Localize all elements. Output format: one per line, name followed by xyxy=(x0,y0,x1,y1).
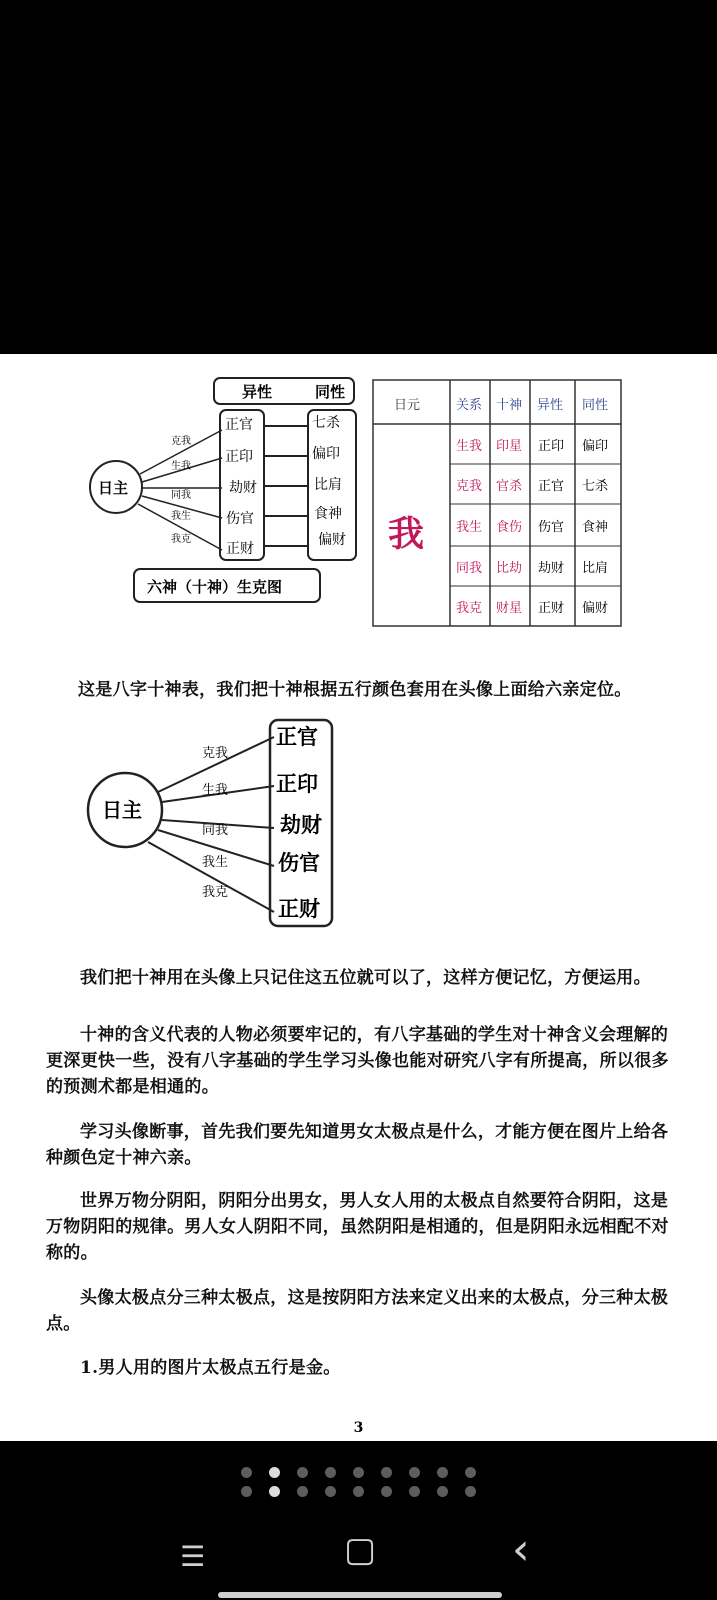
god-label: 劫财 xyxy=(229,480,257,496)
paragraph: 头像太极点分三种太极点，这是按阴阳方法来定义出来的太极点，分三种太极点。 xyxy=(46,1288,669,1334)
pager-dot[interactable] xyxy=(241,1467,252,1478)
relation-label: 我克 xyxy=(171,534,191,545)
table-cell: 正印 xyxy=(538,439,565,454)
relation-label: 生我 xyxy=(171,461,191,472)
table-cell: 正官 xyxy=(538,479,565,494)
header-diff-label: 异性 xyxy=(242,383,273,401)
header-same-label: 同性 xyxy=(315,383,346,401)
pager-dot[interactable] xyxy=(325,1486,336,1497)
table-cell: 同我 xyxy=(456,561,483,576)
table-cell: 我克 xyxy=(456,601,483,616)
table-header: 日元 xyxy=(394,398,421,413)
table-cell: 食神 xyxy=(582,520,609,535)
recents-button[interactable]: ☰ xyxy=(180,1540,206,1573)
table-cell: 比劫 xyxy=(496,561,523,576)
paragraph: 十神的含义代表的人物必须要牢记的，有八字基础的学生对十神含义会理解的更深更快一些，没有八字基础的学生学习头像也能对研究八字有所提高，所以很多的预测术都是相通的。 xyxy=(46,1025,669,1097)
relation-label: 克我 xyxy=(202,746,229,761)
table-cell: 正财 xyxy=(538,601,565,616)
pager-dot[interactable] xyxy=(269,1486,280,1497)
pager-dot[interactable] xyxy=(465,1486,476,1497)
relation-label: 同我 xyxy=(202,823,229,838)
table-cell: 印星 xyxy=(496,439,523,454)
page-number: 3 xyxy=(353,1420,364,1436)
paragraph: 学习头像断事，首先我们要先知道男女太极点是什么，才能方便在图片上给各种颜色定十神六亲。 xyxy=(46,1122,669,1168)
relation-label: 生我 xyxy=(202,783,229,798)
relation-label: 同我 xyxy=(171,490,191,501)
god-label: 偏财 xyxy=(318,532,346,548)
pager-dot[interactable] xyxy=(437,1486,448,1497)
table-cell: 比肩 xyxy=(582,561,609,576)
pager-dot[interactable] xyxy=(297,1486,308,1497)
table-cell: 偏印 xyxy=(582,439,609,454)
table-header: 十神 xyxy=(496,398,523,413)
pager-dots[interactable] xyxy=(0,1486,717,1497)
god-label: 正印 xyxy=(276,771,318,796)
table-cell: 劫财 xyxy=(538,561,565,576)
table-cell: 偏财 xyxy=(582,601,609,616)
home-button[interactable]: ▢ xyxy=(344,1530,377,1570)
back-button[interactable]: ‹ xyxy=(512,1524,530,1575)
pager-dots[interactable] xyxy=(0,1467,717,1478)
relation-label: 我生 xyxy=(202,855,229,870)
pager-dot[interactable] xyxy=(353,1467,364,1478)
diagram-caption: 六神（十神）生克图 xyxy=(147,578,283,596)
paragraph: 世界万物分阴阳，阴阳分出男女，男人女人用的太极点自然要符合阴阳，这是万物阴阳的规律。男人女人阴阳不同，虽然阴阳是相通的，但是阴阳永远相配不对称的。 xyxy=(46,1191,669,1263)
relation-label: 我克 xyxy=(202,885,229,900)
god-label: 劫财 xyxy=(280,812,322,837)
paragraph: 这是八字十神表，我们把十神根据五行颜色套用在头像上面给六亲定位。 xyxy=(78,680,632,700)
table-cell: 生我 xyxy=(456,439,483,454)
god-label: 比肩 xyxy=(314,477,342,493)
document-page xyxy=(0,354,717,1441)
relation-label: 克我 xyxy=(171,436,191,447)
god-label: 正印 xyxy=(225,449,253,465)
day-master-label: 日主 xyxy=(98,479,129,497)
god-label: 正财 xyxy=(226,541,254,557)
table-cell: 克我 xyxy=(456,479,483,494)
ten-gods-table xyxy=(372,374,624,630)
god-label: 七杀 xyxy=(312,415,340,431)
ten-gods-diagram xyxy=(0,354,370,614)
table-cell: 七杀 xyxy=(582,479,609,494)
god-label: 正官 xyxy=(276,724,318,749)
self-character: 我 xyxy=(388,513,425,555)
pager-dot[interactable] xyxy=(437,1467,448,1478)
relation-label: 我生 xyxy=(171,511,191,522)
pager-dot[interactable] xyxy=(381,1486,392,1497)
paragraph: 我们把十神用在头像上只记住这五位就可以了，这样方便记忆，方便运用。 xyxy=(80,968,651,988)
table-header: 关系 xyxy=(456,398,483,413)
god-label: 伤官 xyxy=(226,511,254,527)
god-label: 正官 xyxy=(225,417,253,433)
pager-dot[interactable] xyxy=(465,1467,476,1478)
paragraph: 1.男人用的图片太极点五行是金。 xyxy=(80,1358,341,1378)
day-master-label: 日主 xyxy=(102,798,142,822)
pager-dot[interactable] xyxy=(325,1467,336,1478)
table-cell: 食伤 xyxy=(496,520,523,535)
pager-dot[interactable] xyxy=(409,1486,420,1497)
pager-dot[interactable] xyxy=(297,1467,308,1478)
home-indicator[interactable] xyxy=(218,1592,502,1598)
pager-dot[interactable] xyxy=(353,1486,364,1497)
table-cell: 官杀 xyxy=(496,479,523,494)
table-cell: 财星 xyxy=(496,601,523,616)
pager-dot[interactable] xyxy=(241,1486,252,1497)
god-label: 食神 xyxy=(314,506,342,522)
god-label: 正财 xyxy=(278,896,320,921)
table-header: 同性 xyxy=(582,398,609,413)
god-label: 伤官 xyxy=(278,850,320,875)
god-label: 偏印 xyxy=(312,446,340,462)
five-gods-diagram xyxy=(60,714,360,938)
pager-dot[interactable] xyxy=(269,1467,280,1478)
table-cell: 我生 xyxy=(456,520,483,535)
table-header: 异性 xyxy=(537,398,564,413)
table-cell: 伤官 xyxy=(538,520,565,535)
pager-dot[interactable] xyxy=(409,1467,420,1478)
pager-dot[interactable] xyxy=(381,1467,392,1478)
